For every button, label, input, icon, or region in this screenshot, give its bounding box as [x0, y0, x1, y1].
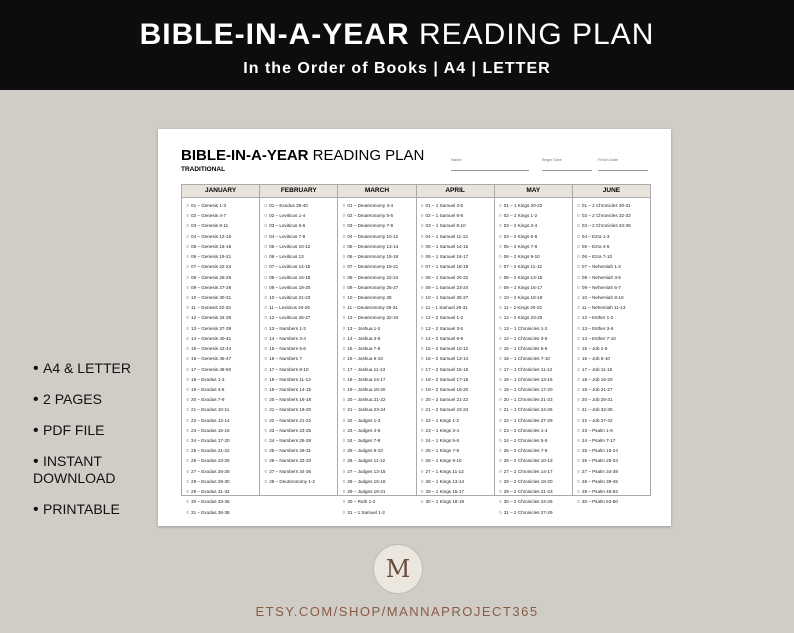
reading-item[interactable]: ○ 06 – Genesis 19-21	[186, 252, 259, 262]
reading-item[interactable]: ○ 13 – 2 Samuel 3-5	[421, 324, 494, 334]
reading-item[interactable]: ○ 03 – 2 Chronicles 34-36	[577, 221, 650, 231]
month-column-january	[182, 185, 260, 515]
reading-item[interactable]: ○ 28 – 1 Kings 13-14	[421, 477, 494, 487]
reading-item[interactable]: ○ 27 – Judges 13-15	[342, 467, 415, 477]
reading-item[interactable]: ○ 31 – Exodus 36-38	[186, 508, 259, 518]
reading-item[interactable]: ○ 22 – Judges 1-3	[342, 416, 415, 426]
reading-list	[338, 198, 415, 518]
reading-item[interactable]: ○ 16 – 2 Samuel 13-14	[421, 354, 494, 364]
reading-item[interactable]: ○ 18 – Joshua 14-17	[342, 375, 415, 385]
reading-item[interactable]: ○ 28 – 2 Chronicles 18-20	[499, 477, 572, 487]
reading-item[interactable]: ○ 01 – Exodus 39-40	[264, 201, 337, 211]
month-header: MAY	[495, 185, 572, 198]
reading-item[interactable]: ○ 15 – Genesis 42-44	[186, 344, 259, 354]
reading-item[interactable]: ○ 27 – 1 Kings 11-12	[421, 467, 494, 477]
reading-item[interactable]: ○ 17 – Job 11-15	[577, 365, 650, 375]
reading-item[interactable]: ○ 22 – 1 Kings 1-2	[421, 416, 494, 426]
reading-item[interactable]: ○ 04 – 2 Kings 5-6	[499, 232, 572, 242]
reading-item[interactable]: ○ 09 – Genesis 27-29	[186, 283, 259, 293]
reading-item[interactable]: ○ 22 – 1 Chronicles 27-29	[499, 416, 572, 426]
sheet-title-bold: BIBLE-IN-A-YEAR	[181, 147, 309, 164]
reading-item[interactable]: ○ 02 – Deuteronomy 5-6	[342, 211, 415, 221]
reading-item[interactable]: ○ 17 – Joshua 11-13	[342, 365, 415, 375]
reading-item[interactable]: ○ 26 – Numbers 32-33	[264, 456, 337, 466]
reading-item[interactable]: ○ 10 – Nehemiah 8-10	[577, 293, 650, 303]
reading-item[interactable]: ○ 07 – Genesis 22-24	[186, 262, 259, 272]
reading-item[interactable]: ○ 21 – Numbers 19-20	[264, 405, 337, 415]
reading-item[interactable]: ○ 18 – Exodus 1-3	[186, 375, 259, 385]
reading-item[interactable]: ○ 18 – Numbers 11-13	[264, 375, 337, 385]
reading-item[interactable]: ○ 12 – 2 Kings 23-25	[499, 313, 572, 323]
reading-item[interactable]: ○ 15 – 2 Samuel 10-12	[421, 344, 494, 354]
reading-item[interactable]: ○ 20 – Job 28-31	[577, 395, 650, 405]
reading-item[interactable]: ○ 09 – Nehemiah 6-7	[577, 283, 650, 293]
reading-item[interactable]: ○ 18 – 2 Samuel 17-18	[421, 375, 494, 385]
reading-item[interactable]: ○ 14 – 1 Chronicles 3-5	[499, 334, 572, 344]
feature-item	[33, 391, 131, 408]
reading-item[interactable]: ○ 09 – 2 Kings 16-17	[499, 283, 572, 293]
reading-item[interactable]: ○ 18 – Job 16-20	[577, 375, 650, 385]
reading-item[interactable]: ○ 01 – Genesis 1-3	[186, 201, 259, 211]
reading-item[interactable]: ○ 03 – Deuteronomy 7-9	[342, 221, 415, 231]
reading-item[interactable]: ○ 12 – Deuteronomy 32-34	[342, 313, 415, 323]
reading-item[interactable]: ○ 20 – 2 Samuel 21-22	[421, 395, 494, 405]
reading-item[interactable]: ○ 16 – Numbers 7	[264, 354, 337, 364]
reading-item[interactable]: ○ 19 – 2 Samuel 19-20	[421, 385, 494, 395]
feature-item	[33, 453, 131, 487]
reading-item[interactable]: ○ 07 – Nehemiah 1-2	[577, 262, 650, 272]
reading-item[interactable]: ○ 24 – Exodus 17-20	[186, 436, 259, 446]
reading-item[interactable]: ○ 19 – Job 21-27	[577, 385, 650, 395]
reading-item[interactable]: ○ 27 – Numbers 34-36	[264, 467, 337, 477]
bullet-icon: •	[33, 360, 44, 377]
reading-item[interactable]: ○ 15 – Numbers 5-6	[264, 344, 337, 354]
reading-item[interactable]: ○ 03 – Genesis 8-11	[186, 221, 259, 231]
reading-item[interactable]: ○ 27 – 2 Chronicles 14-17	[499, 467, 572, 477]
reading-item[interactable]: ○ 04 – 1 Samuel 11-13	[421, 232, 494, 242]
reading-item[interactable]: ○ 12 – Leviticus 26-27	[264, 313, 337, 323]
header-banner	[0, 0, 794, 90]
reading-item[interactable]: ○ 19 – 1 Chronicles 17-20	[499, 385, 572, 395]
bullet-icon: •	[33, 422, 44, 439]
reading-item[interactable]: ○ 24 – 2 Chronicles 5-6	[499, 436, 572, 446]
reading-item[interactable]: ○ 01 – 1 Kings 20-22	[499, 201, 572, 211]
reading-item[interactable]: ○ 16 – Genesis 45-47	[186, 354, 259, 364]
reading-item[interactable]: ○ 09 – Leviticus 19-20	[264, 283, 337, 293]
reading-item[interactable]: ○ 14 – Esther 7-10	[577, 334, 650, 344]
reading-item[interactable]: ○ 16 – Joshua 9-10	[342, 354, 415, 364]
reading-item[interactable]: ○ 13 – Genesis 37-39	[186, 324, 259, 334]
reading-item[interactable]: ○ 17 – 2 Samuel 15-16	[421, 365, 494, 375]
reading-item[interactable]: ○ 04 – Genesis 12-15	[186, 232, 259, 242]
reading-item[interactable]: ○ 03 – 2 Kings 3-4	[499, 221, 572, 231]
reading-list	[495, 198, 572, 518]
reading-item[interactable]: ○ 25 – 2 Chronicles 7-9	[499, 446, 572, 456]
reading-item[interactable]: ○ 12 – Genesis 34-36	[186, 313, 259, 323]
reading-item[interactable]: ○ 15 – Joshua 7-8	[342, 344, 415, 354]
reading-item[interactable]: ○ 04 – Ezra 1-3	[577, 232, 650, 242]
feature-item	[33, 360, 131, 377]
feature-label: PRINTABLE	[43, 501, 120, 517]
banner-title	[0, 18, 794, 52]
reading-item[interactable]: ○ 28 – Deuteronomy 1-2	[264, 477, 337, 487]
reading-item[interactable]: ○ 01 – 1 Samuel 3-5	[421, 201, 494, 211]
reading-item[interactable]: ○ 23 – Judges 4-6	[342, 426, 415, 436]
reading-item[interactable]: ○ 03 – 1 Samuel 9-10	[421, 221, 494, 231]
reading-item[interactable]: ○ 29 – Exodus 31-32	[186, 487, 259, 497]
reading-item[interactable]: ○ 03 – Leviticus 5-6	[264, 221, 337, 231]
reading-item[interactable]: ○ 25 – Numbers 29-31	[264, 446, 337, 456]
feature-item	[33, 501, 131, 518]
begin-date-field[interactable]: Begin Date	[542, 157, 592, 171]
feature-item	[33, 422, 131, 439]
reading-item[interactable]: ○ 12 – 2 Samuel 1-2	[421, 313, 494, 323]
reading-item[interactable]: ○ 30 – 2 Chronicles 24-26	[499, 497, 572, 507]
feature-label: INSTANT DOWNLOAD	[33, 453, 116, 486]
reading-item[interactable]: ○ 05 – 2 Kings 7-8	[499, 242, 572, 252]
reading-item[interactable]: ○ 14 – 2 Samuel 6-9	[421, 334, 494, 344]
reading-item[interactable]: ○ 01 – 2 Chronicles 30-31	[577, 201, 650, 211]
reading-item[interactable]: ○ 02 – 1 Samuel 6-8	[421, 211, 494, 221]
reading-item[interactable]: ○ 26 – Psalm 25-33	[577, 456, 650, 466]
reading-item[interactable]: ○ 16 – Job 6-10	[577, 354, 650, 364]
reading-item[interactable]: ○ 15 – Job 1-5	[577, 344, 650, 354]
reading-item[interactable]: ○ 19 – Exodus 4-6	[186, 385, 259, 395]
reading-item[interactable]: ○ 21 – Joshua 23-24	[342, 405, 415, 415]
reading-item[interactable]: ○ 23 – 1 Kings 3-4	[421, 426, 494, 436]
reading-item[interactable]: ○ 30 – 1 Kings 18-19	[421, 497, 494, 507]
reading-item[interactable]: ○ 11 – 1 Samuel 28-31	[421, 303, 494, 313]
reading-item[interactable]: ○ 26 – 2 Chronicles 10-13	[499, 456, 572, 466]
reading-list	[573, 198, 650, 508]
reading-item[interactable]: ○ 22 – Numbers 21-22	[264, 416, 337, 426]
reading-item[interactable]: ○ 29 – Psalm 46-52	[577, 487, 650, 497]
reading-item[interactable]: ○ 04 – Leviticus 7-9	[264, 232, 337, 242]
reading-item[interactable]: ○ 28 – Exodus 29-30	[186, 477, 259, 487]
reading-item[interactable]: ○ 14 – Genesis 40-41	[186, 334, 259, 344]
reading-item[interactable]: ○ 06 – Ezra 7-10	[577, 252, 650, 262]
name-field[interactable]: Name	[451, 157, 529, 171]
reading-item[interactable]: ○ 23 – Numbers 23-25	[264, 426, 337, 436]
reading-item[interactable]: ○ 04 – Deuteronomy 10-12	[342, 232, 415, 242]
month-column-april	[417, 185, 495, 505]
sheet-subtitle: TRADITIONAL	[181, 166, 226, 173]
reading-item[interactable]: ○ 15 – 1 Chronicles 5-6	[499, 344, 572, 354]
reading-item[interactable]: ○ 11 – Nehemiah 11-13	[577, 303, 650, 313]
reading-item[interactable]: ○ 20 – 1 Chronicles 21-23	[499, 395, 572, 405]
reading-item[interactable]: ○ 06 – 2 Kings 9-10	[499, 252, 572, 262]
reading-item[interactable]: ○ 08 – 1 Samuel 20-22	[421, 273, 494, 283]
reading-item[interactable]: ○ 17 – Genesis 48-50	[186, 365, 259, 375]
reading-item[interactable]: ○ 08 – Leviticus 16-18	[264, 273, 337, 283]
reading-item[interactable]: ○ 20 – Numbers 16-18	[264, 395, 337, 405]
reading-item[interactable]: ○ 19 – Numbers 14-15	[264, 385, 337, 395]
reading-item[interactable]: ○ 28 – Psalm 39-45	[577, 477, 650, 487]
reading-item[interactable]: ○ 27 – Psalm 34-38	[577, 467, 650, 477]
reading-item[interactable]: ○ 25 – Psalm 18-24	[577, 446, 650, 456]
reading-item[interactable]: ○ 18 – 1 Chronicles 13-16	[499, 375, 572, 385]
reading-item[interactable]: ○ 25 – Judges 9-10	[342, 446, 415, 456]
month-header: FEBRUARY	[260, 185, 337, 198]
feature-label: A4 & LETTER	[43, 360, 131, 376]
reading-item[interactable]: ○ 08 – Deuteronomy 22-24	[342, 273, 415, 283]
months-grid	[181, 184, 651, 515]
reading-item[interactable]: ○ 23 – Exodus 15-16	[186, 426, 259, 436]
reading-item[interactable]: ○ 07 – Deuteronomy 19-21	[342, 262, 415, 272]
reading-item[interactable]: ○ 20 – Exodus 7-9	[186, 395, 259, 405]
sheet-title-light: READING PLAN	[312, 147, 425, 164]
reading-list	[182, 198, 259, 518]
month-header: APRIL	[417, 185, 494, 198]
reading-item[interactable]: ○ 20 – Joshua 21-22	[342, 395, 415, 405]
reading-item[interactable]: ○ 13 – Esther 3-6	[577, 324, 650, 334]
reading-item[interactable]: ○ 10 – Leviticus 21-23	[264, 293, 337, 303]
sheet-title	[181, 147, 424, 164]
reading-item[interactable]: ○ 21 – 1 Chronicles 24-26	[499, 405, 572, 415]
reading-item[interactable]: ○ 12 – Esther 1-2	[577, 313, 650, 323]
bullet-icon: •	[33, 391, 44, 408]
reading-item[interactable]: ○ 28 – Judges 16-18	[342, 477, 415, 487]
reading-item[interactable]: ○ 05 – Genesis 16-18	[186, 242, 259, 252]
reading-item[interactable]: ○ 29 – 1 Kings 15-17	[421, 487, 494, 497]
reading-item[interactable]: ○ 07 – Leviticus 14-15	[264, 262, 337, 272]
reading-item[interactable]: ○ 05 – Deuteronomy 13-14	[342, 242, 415, 252]
reading-item[interactable]: ○ 13 – Joshua 1-2	[342, 324, 415, 334]
reading-item[interactable]: ○ 29 – Judges 19-21	[342, 487, 415, 497]
reading-item[interactable]: ○ 24 – Numbers 26-28	[264, 436, 337, 446]
reading-item[interactable]: ○ 05 – Leviticus 10-12	[264, 242, 337, 252]
reading-item[interactable]: ○ 17 – 1 Chronicles 11-12	[499, 365, 572, 375]
month-header: MARCH	[338, 185, 415, 198]
reading-item[interactable]: ○ 21 – 2 Samuel 23-24	[421, 405, 494, 415]
reading-item[interactable]: ○ 23 – Psalm 1-6	[577, 426, 650, 436]
banner-title-light: READING PLAN	[418, 18, 655, 51]
logo-letter: M	[385, 555, 411, 583]
logo	[373, 544, 423, 594]
reading-item[interactable]: ○ 11 – 2 Kings 20-22	[499, 303, 572, 313]
reading-item[interactable]: ○ 26 – 1 Kings 9-10	[421, 456, 494, 466]
finish-date-field[interactable]: Finish Date	[598, 157, 648, 171]
reading-item[interactable]: ○ 09 – Deuteronomy 25-27	[342, 283, 415, 293]
banner-title-bold: BIBLE-IN-A-YEAR	[139, 18, 410, 51]
month-column-march	[338, 185, 416, 515]
reading-item[interactable]: ○ 13 – 1 Chronicles 1-2	[499, 324, 572, 334]
reading-item[interactable]: ○ 16 – 1 Chronicles 7-10	[499, 354, 572, 364]
reading-plan-sheet	[158, 129, 671, 526]
shop-url: ETSY.COM/SHOP/MANNAPROJECT365	[255, 604, 539, 619]
feature-list	[33, 360, 131, 532]
month-column-may	[495, 185, 573, 515]
reading-item[interactable]: ○ 29 – 2 Chronicles 21-23	[499, 487, 572, 497]
reading-item[interactable]: ○ 11 – Leviticus 24-25	[264, 303, 337, 313]
reading-item[interactable]: ○ 01 – Deuteronomy 3-4	[342, 201, 415, 211]
reading-item[interactable]: ○ 02 – 2 Kings 1-2	[499, 211, 572, 221]
banner-subtitle: In the Order of Books | A4 | LETTER	[243, 60, 551, 77]
reading-item[interactable]: ○ 25 – Exodus 21-22	[186, 446, 259, 456]
reading-item[interactable]: ○ 26 – Exodus 23-25	[186, 456, 259, 466]
reading-list	[260, 198, 337, 487]
reading-item[interactable]: ○ 02 – Leviticus 1-4	[264, 211, 337, 221]
reading-item[interactable]: ○ 08 – 2 Kings 13-15	[499, 273, 572, 283]
reading-item[interactable]: ○ 22 – Job 37-42	[577, 416, 650, 426]
reading-item[interactable]: ○ 21 – Exodus 10-11	[186, 405, 259, 415]
reading-item[interactable]: ○ 11 – Deuteronomy 29-31	[342, 303, 415, 313]
reading-item[interactable]: ○ 22 – Exodus 12-14	[186, 416, 259, 426]
reading-item[interactable]: ○ 07 – 2 Kings 11-12	[499, 262, 572, 272]
reading-item[interactable]: ○ 17 – Numbers 8-10	[264, 365, 337, 375]
reading-item[interactable]: ○ 13 – Numbers 1-2	[264, 324, 337, 334]
month-header: JANUARY	[182, 185, 259, 198]
bullet-icon: •	[33, 501, 44, 518]
reading-item[interactable]: ○ 31 – 2 Chronicles 27-29	[499, 508, 572, 518]
reading-item[interactable]: ○ 08 – Nehemiah 3-5	[577, 273, 650, 283]
reading-item[interactable]: ○ 08 – Genesis 25-26	[186, 273, 259, 283]
reading-list	[417, 198, 494, 508]
reading-item[interactable]: ○ 10 – 2 Kings 18-19	[499, 293, 572, 303]
reading-item[interactable]: ○ 27 – Exodus 26-28	[186, 467, 259, 477]
reading-item[interactable]: ○ 09 – 1 Samuel 23-24	[421, 283, 494, 293]
feature-label: PDF FILE	[43, 422, 105, 438]
month-column-february	[260, 185, 338, 495]
reading-item[interactable]: ○ 30 – Psalm 53-60	[577, 497, 650, 507]
reading-item[interactable]: ○ 30 – Exodus 33-35	[186, 497, 259, 507]
reading-item[interactable]: ○ 02 – 2 Chronicles 32-33	[577, 211, 650, 221]
feature-label: 2 PAGES	[43, 391, 102, 407]
reading-item[interactable]: ○ 21 – Job 32-36	[577, 405, 650, 415]
reading-item[interactable]: ○ 06 – 1 Samuel 16-17	[421, 252, 494, 262]
reading-item[interactable]: ○ 14 – Joshua 3-6	[342, 334, 415, 344]
reading-item[interactable]: ○ 26 – Judges 11-12	[342, 456, 415, 466]
reading-item[interactable]: ○ 30 – Ruth 1-4	[342, 497, 415, 507]
reading-item[interactable]: ○ 19 – Joshua 18-20	[342, 385, 415, 395]
reading-item[interactable]: ○ 05 – 1 Samuel 14-15	[421, 242, 494, 252]
reading-item[interactable]: ○ 24 – Judges 7-8	[342, 436, 415, 446]
reading-item[interactable]: ○ 02 – Genesis 4-7	[186, 211, 259, 221]
reading-item[interactable]: ○ 11 – Genesis 32-33	[186, 303, 259, 313]
month-column-june	[573, 185, 650, 505]
reading-item[interactable]: ○ 05 – Ezra 4-6	[577, 242, 650, 252]
reading-item[interactable]: ○ 10 – Genesis 30-31	[186, 293, 259, 303]
reading-item[interactable]: ○ 14 – Numbers 3-4	[264, 334, 337, 344]
reading-item[interactable]: ○ 23 – 2 Chronicles 1-4	[499, 426, 572, 436]
reading-item[interactable]: ○ 10 – Deuteronomy 28	[342, 293, 415, 303]
reading-item[interactable]: ○ 07 – 1 Samuel 18-19	[421, 262, 494, 272]
reading-item[interactable]: ○ 06 – Deuteronomy 15-18	[342, 252, 415, 262]
reading-item[interactable]: ○ 06 – Leviticus 13	[264, 252, 337, 262]
reading-item[interactable]: ○ 24 – Psalm 7-17	[577, 436, 650, 446]
reading-item[interactable]: ○ 10 – 1 Samuel 25-27	[421, 293, 494, 303]
reading-item[interactable]: ○ 24 – 1 Kings 5-6	[421, 436, 494, 446]
month-header: JUNE	[573, 185, 650, 198]
reading-item[interactable]: ○ 25 – 1 Kings 7-8	[421, 446, 494, 456]
reading-item[interactable]: ○ 31 – 1 Samuel 1-2	[342, 508, 415, 518]
bullet-icon: •	[33, 453, 44, 470]
